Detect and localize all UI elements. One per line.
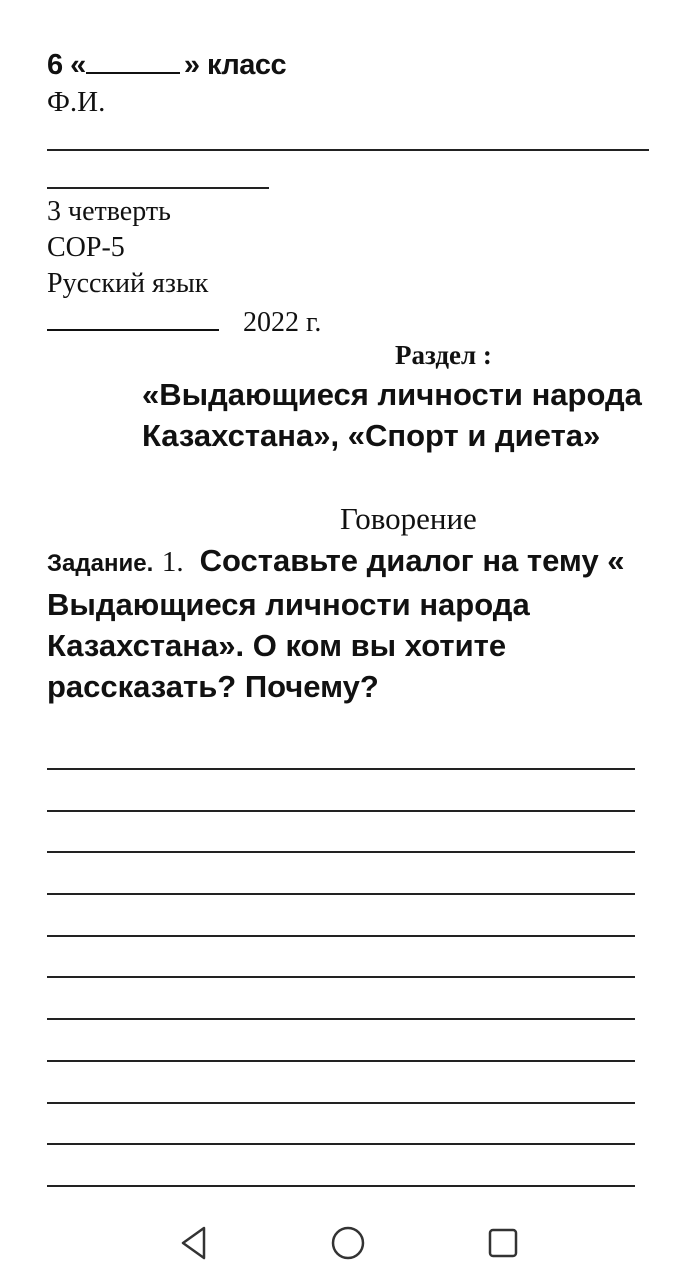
answer-line [47,1018,635,1060]
date-blank [47,305,219,331]
answer-lines [47,768,635,1227]
task-label: Задание. [47,550,154,577]
fio-rule-2 [47,187,269,189]
task-text: Составьте диалог на тему « Выдающиеся личности народа Казахстана». О ком вы хотите рассказать? Почему? [47,543,625,704]
class-suffix: » класс [183,49,287,81]
sor-text: СОР-5 [47,232,125,263]
class-prefix: 6 « [47,49,86,81]
class-line [47,48,286,82]
answer-line [47,768,635,810]
answer-line [47,893,635,935]
task-number: 1. [161,546,184,578]
home-icon[interactable] [328,1223,368,1263]
task-block [47,540,657,707]
subject-text: Русский язык [47,268,209,299]
section-label: Раздел : [395,340,492,370]
fio-rule-1 [47,149,649,151]
year-text: 2022 г. [243,307,322,338]
back-icon[interactable] [173,1223,213,1263]
answer-line [47,810,635,852]
recents-icon[interactable] [483,1223,523,1263]
skill-heading: Говорение [340,501,477,536]
answer-line [47,1102,635,1144]
answer-line [47,851,635,893]
quarter-text: 3 четверть [47,196,171,227]
answer-line [47,1060,635,1102]
class-blank [86,48,180,74]
fio-label: Ф.И. [47,86,106,118]
section-title: «Выдающиеся личности народа Казахстана», «Спорт и диета» [142,377,642,453]
answer-line [47,976,635,1018]
system-navigation-bar [0,1195,696,1280]
answer-line [47,935,635,977]
answer-line [47,1143,635,1185]
date-line [47,305,321,339]
